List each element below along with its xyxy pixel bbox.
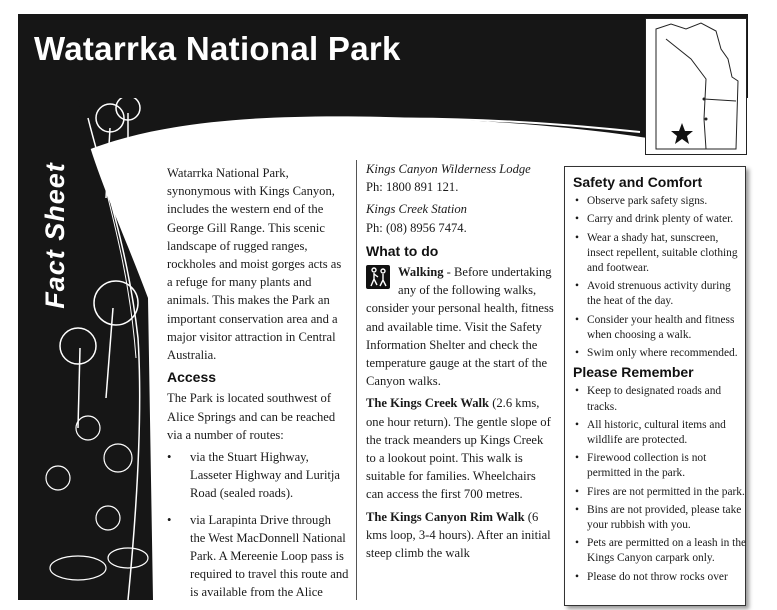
list-item: • Firewood collection is not permitted in the park. — [573, 451, 747, 481]
list-item: • Pets are permitted on a leash in the Kings Canyon carpark only. — [573, 536, 747, 566]
rim-walk-title: The Kings Canyon Rim Walk — [366, 509, 525, 524]
list-item: • Consider your health and fitness when choosing a walk. — [573, 313, 747, 343]
column-what-to-do — [366, 160, 554, 566]
list-item: • Carry and drink plenty of water. — [573, 212, 747, 227]
map-icon — [646, 19, 746, 154]
column-divider — [356, 160, 357, 600]
remember-list — [573, 384, 745, 584]
nt-map — [645, 18, 747, 155]
remember-heading: Please Remember — [573, 364, 694, 381]
location-star-icon — [671, 123, 693, 144]
list-item: • via the Stuart Highway, Lasseter Highway and Luritja Road (sealed roads). — [167, 448, 349, 503]
station-phone: Ph: (08) 8956 7474. — [366, 220, 467, 235]
list-item: • All historic, cultural items and wildlife are protected. — [573, 418, 747, 448]
page-title: Watarrka National Park — [34, 30, 401, 67]
list-item: • Keep to designated roads and tracks. — [573, 384, 747, 414]
fact-sheet-text: Fact Sheet — [39, 162, 70, 309]
lodge-name: Kings Canyon Wilderness Lodge — [366, 162, 531, 176]
safety-heading: Safety and Comfort — [573, 174, 703, 190]
what-to-do-heading: What to do — [366, 242, 439, 259]
list-item: • Please do not throw rocks over — [573, 570, 747, 585]
list-item: • Bins are not provided, please take your rubbish with you. — [573, 503, 747, 533]
fact-sheet-label — [39, 150, 70, 330]
list-item: • Avoid strenuous activity during the heat of the day. — [573, 279, 747, 309]
creek-walk-text: (2.6 kms, one hour return). The gentle slope of the track meanders up Kings Creek to a lookout point. This walk is suitable for families. Wheelchairs can access the first 700 metres. — [366, 396, 551, 502]
safety-box — [564, 166, 746, 606]
hiker-icon — [366, 265, 390, 289]
rim-walk-text: (6 kms loop, 3-4 hours). After an initial steep climb the walk — [366, 509, 551, 561]
routes-list — [167, 448, 349, 602]
list-item: • Fires are not permitted in the park. — [573, 485, 747, 500]
access-heading: Access — [167, 369, 217, 386]
creek-walk-title: The Kings Creek Walk — [366, 396, 490, 411]
station-name: Kings Creek Station — [366, 202, 467, 217]
safety-list — [573, 194, 745, 361]
list-item: • Observe park safety signs. — [573, 194, 747, 209]
column-intro — [167, 164, 349, 610]
lodge-phone: Ph: 1800 891 121. — [366, 180, 459, 195]
access-paragraph: The Park is located southwest of Alice Springs and can be reached via a number of routes: — [167, 391, 336, 442]
list-item: • Wear a shady hat, sunscreen, insect repellent, suitable clothing and footwear. — [573, 231, 747, 277]
walking-text: - Before undertaking any of the following walks, consider your personal health, fitness and available time. Visit the Safety Information Shelter and check the temperature gauge at the start of the Canyon walks. — [366, 265, 554, 389]
intro-paragraph: Watarrka National Park, synonymous with Kings Canyon, includes the western end of the George Gill Range. This scenic landscape of rugged ranges, rockholes and moist gorges acts as a refuge for many plants and animals. This makes the Park an important conservation area and a major visitor attraction in Central Australia. — [167, 166, 342, 363]
list-item: • via Larapinta Drive through the West MacDonnell National Park. A Mereenie Loop pass is required to travel this route and is available from the Alice — [167, 511, 349, 602]
list-item: • Swim only where recommended. — [573, 346, 747, 361]
walking-label: Walking — [398, 265, 444, 280]
